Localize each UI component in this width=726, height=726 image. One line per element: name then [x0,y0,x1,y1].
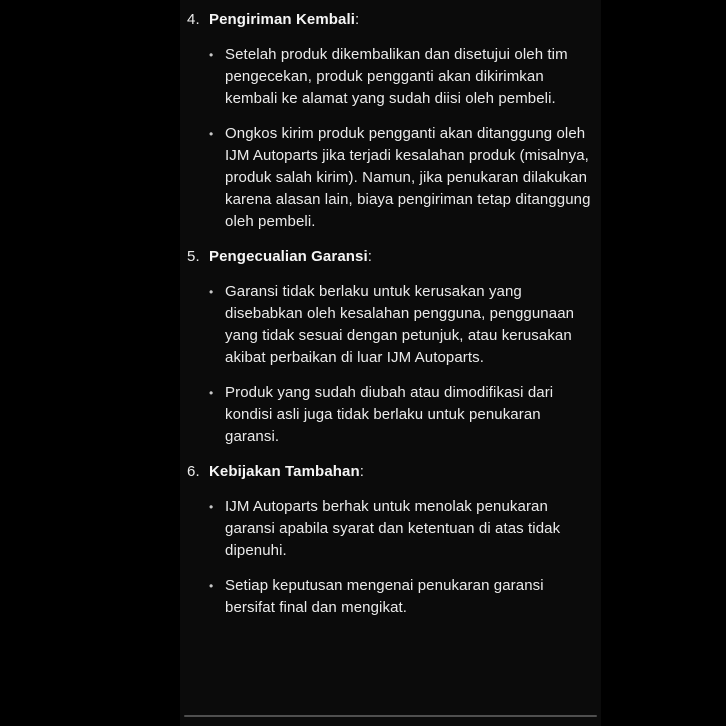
bullet-item [209,382,593,448]
section-title-colon: : [355,11,360,28]
section-title-wrap [209,461,364,483]
section-title: Kebijakan Tambahan [209,463,360,480]
section-title: Pengiriman Kembali [209,11,356,28]
section-title-wrap [209,9,359,31]
bullet-text: Setiap keputusan mengenai penukaran garansi bersifat final dan mengikat. [225,577,544,616]
bottom-divider [184,715,597,717]
policy-section [187,246,593,448]
bullet-item [209,575,593,619]
section-heading [187,9,593,31]
bullet-text: Ongkos kirim produk pengganti akan ditanggung oleh IJM Autoparts jika terjadi kesalahan produk (misalnya, produk salah kirim). Namun, jika penukaran dilakukan karena alasan lain, biaya pengiriman tetap ditanggung oleh pembeli. [225,125,591,230]
bullet-item [209,44,593,110]
section-number: 4. [187,11,200,28]
bullet-dot-icon: • [209,48,214,62]
bullet-dot-icon: • [209,579,214,593]
bullet-dot-icon: • [209,500,214,514]
document-sheet [180,0,601,726]
section-number: 6. [187,463,200,480]
bullet-text: Setelah produk dikembalikan dan disetujui oleh tim pengecekan, produk pengganti akan dikirimkan kembali ke alamat yang sudah diisi oleh pembeli. [225,46,568,107]
bullet-text: Produk yang sudah diubah atau dimodifikasi dari kondisi asli juga tidak berlaku untuk penukaran garansi. [225,384,554,445]
bullet-item [209,281,593,369]
policy-section [187,461,593,619]
section-number: 5. [187,248,200,265]
bullet-item [209,123,593,233]
bullet-dot-icon: • [209,127,214,141]
bullet-dot-icon: • [209,285,214,299]
policy-section [187,9,593,233]
section-heading [187,246,593,268]
bullet-dot-icon: • [209,386,214,400]
bullet-text: IJM Autoparts berhak untuk menolak penukaran garansi apabila syarat dan ketentuan di atas tidak dipenuhi. [225,498,561,559]
section-title-colon: : [359,463,365,480]
section-heading [187,461,593,483]
section-title-wrap [209,246,372,268]
section-title-colon: : [367,248,373,265]
section-title: Pengecualian Garansi [209,248,368,265]
bullet-text: Garansi tidak berlaku untuk kerusakan yang disebabkan oleh kesalahan pengguna, penggunaan yang tidak sesuai dengan petunjuk, atau kerusakan akibat perbaikan di luar IJM Autoparts. [225,283,575,366]
bullet-item [209,496,593,562]
